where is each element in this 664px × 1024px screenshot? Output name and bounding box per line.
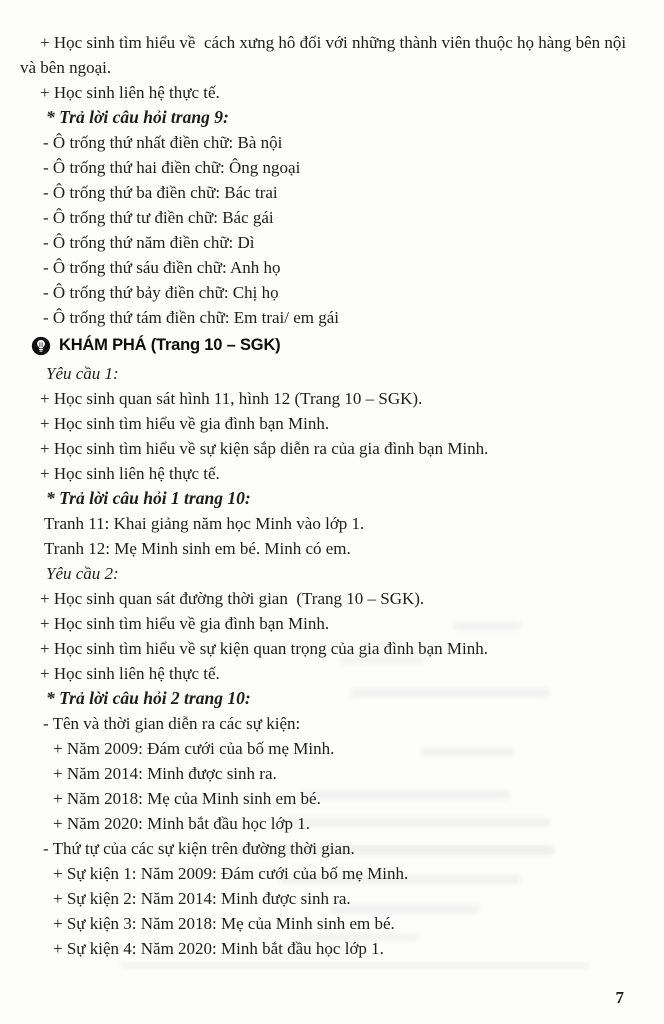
text-line: Yêu cầu 2:	[46, 564, 119, 583]
text-line: * Trả lời câu hỏi 2 trang 10:	[46, 688, 251, 708]
text-line: + Năm 2018: Mẹ của Minh sinh em bé.	[53, 789, 321, 808]
text-line: - Tên và thời gian diễn ra các sự kiện:	[43, 714, 301, 733]
text-line: * Trả lời câu hỏi trang 9:	[46, 107, 229, 127]
text-line: + Học sinh tìm hiểu về gia đình bạn Minh.	[40, 414, 330, 433]
text-line: Tranh 11: Khai giảng năm học Minh vào lớp 1.	[44, 514, 365, 533]
section-heading	[31, 333, 642, 358]
text-line: - Ô trống thứ sáu điền chữ: Anh họ	[43, 258, 281, 277]
text-line: - Thứ tự của các sự kiện trên đường thời gian.	[43, 839, 355, 858]
document-content	[20, 30, 642, 961]
text-line: + Sự kiện 2: Năm 2014: Minh được sinh ra.	[53, 889, 351, 908]
text-line: + Học sinh tìm hiểu về sự kiện sắp diễn ra của gia đình bạn Minh.	[40, 439, 489, 458]
text-line: - Ô trống thứ bảy điền chữ: Chị họ	[43, 283, 279, 302]
text-line: + Học sinh tìm hiểu về sự kiện quan trọng của gia đình bạn Minh.	[40, 639, 488, 658]
text-line: + Học sinh quan sát hình 11, hình 12 (Trang 10 – SGK).	[40, 389, 423, 408]
text-line: + Năm 2020: Minh bắt đầu học lớp 1.	[53, 814, 311, 833]
text-line: + Năm 2009: Đám cưới của bố mẹ Minh.	[53, 739, 335, 758]
text-line: - Ô trống thứ năm điền chữ: Dì	[43, 233, 255, 252]
text-line: + Học sinh liên hệ thực tế.	[40, 664, 220, 683]
text-line: + Học sinh liên hệ thực tế.	[40, 464, 220, 483]
bleed-through-smudge	[120, 962, 590, 969]
text-line: + Học sinh tìm hiểu về gia đình bạn Minh.	[40, 614, 330, 633]
section-heading-label: KHÁM PHÁ (Trang 10 – SGK)	[59, 336, 281, 354]
text-line: - Ô trống thứ tám điền chữ: Em trai/ em gái	[43, 308, 340, 327]
text-line: * Trả lời câu hỏi 1 trang 10:	[46, 488, 251, 508]
text-line: - Ô trống thứ nhất điền chữ: Bà nội	[43, 133, 283, 152]
text-line: + Học sinh tìm hiểu về cách xưng hô đối với những thành viên thuộc họ hàng bên nội và bên ngoại.	[20, 33, 631, 77]
text-line: + Sự kiện 4: Năm 2020: Minh bắt đầu học lớp 1.	[53, 939, 384, 958]
text-line: + Năm 2014: Minh được sinh ra.	[53, 764, 277, 783]
text-line: + Sự kiện 3: Năm 2018: Mẹ của Minh sinh em bé.	[53, 914, 395, 933]
text-line: - Ô trống thứ hai điền chữ: Ông ngoại	[43, 158, 301, 177]
text-line: + Học sinh quan sát đường thời gian (Trang 10 – SGK).	[40, 589, 425, 608]
page-number: 7	[615, 988, 624, 1007]
lightbulb-icon	[31, 336, 51, 356]
text-line: + Sự kiện 1: Năm 2009: Đám cưới của bố mẹ Minh.	[53, 864, 409, 883]
text-line: - Ô trống thứ ba điền chữ: Bác trai	[43, 183, 278, 202]
text-line: Tranh 12: Mẹ Minh sinh em bé. Minh có em.	[44, 539, 351, 558]
text-line: Yêu cầu 1:	[46, 364, 119, 383]
text-line: + Học sinh liên hệ thực tế.	[40, 83, 220, 102]
text-line: - Ô trống thứ tư điền chữ: Bác gái	[43, 208, 274, 227]
